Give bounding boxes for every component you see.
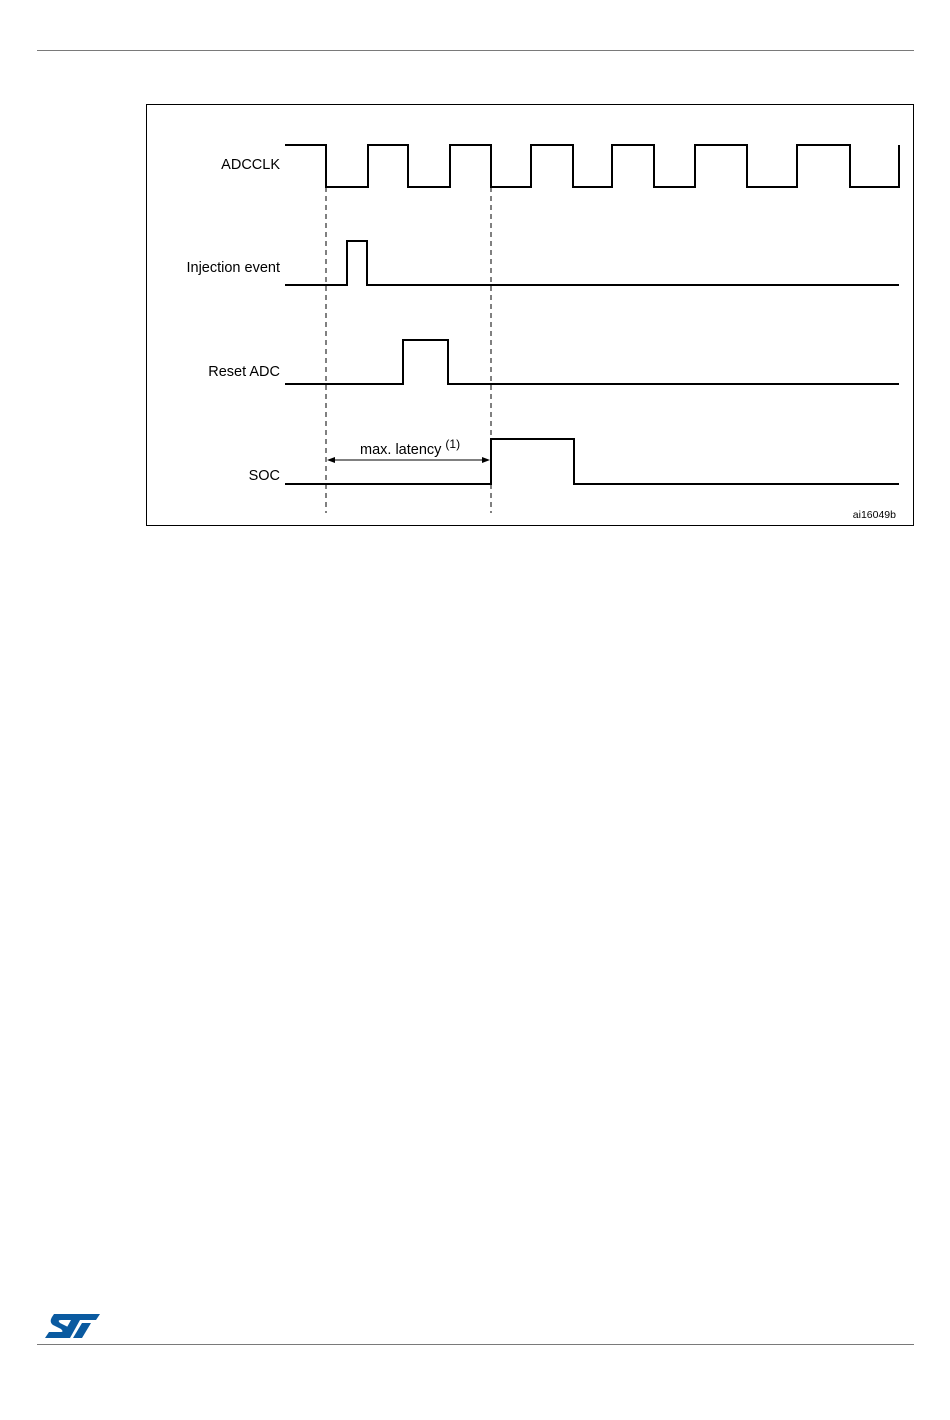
signal-label-adcclk: ADCCLK xyxy=(221,157,280,173)
max-latency-label xyxy=(360,437,460,458)
figure-id-label: ai16049b xyxy=(852,509,896,521)
signal-label-reset-adc: Reset ADC xyxy=(208,364,280,380)
signal-label-injection-event: Injection event xyxy=(186,260,280,276)
max-latency-footnote-ref: (1) xyxy=(445,437,461,451)
latency-arrow-right-head xyxy=(482,457,490,463)
latency-arrow-left-head xyxy=(327,457,335,463)
reset-adc-waveform xyxy=(285,340,899,384)
st-logo-s-shape xyxy=(45,1314,100,1338)
signal-label-soc: SOC xyxy=(248,468,280,484)
footer-rule xyxy=(37,1344,914,1345)
injection-event-waveform xyxy=(285,241,899,285)
max-latency-text: max. latency xyxy=(360,442,442,458)
st-logo xyxy=(44,1312,102,1340)
adcclk-waveform xyxy=(285,145,899,187)
